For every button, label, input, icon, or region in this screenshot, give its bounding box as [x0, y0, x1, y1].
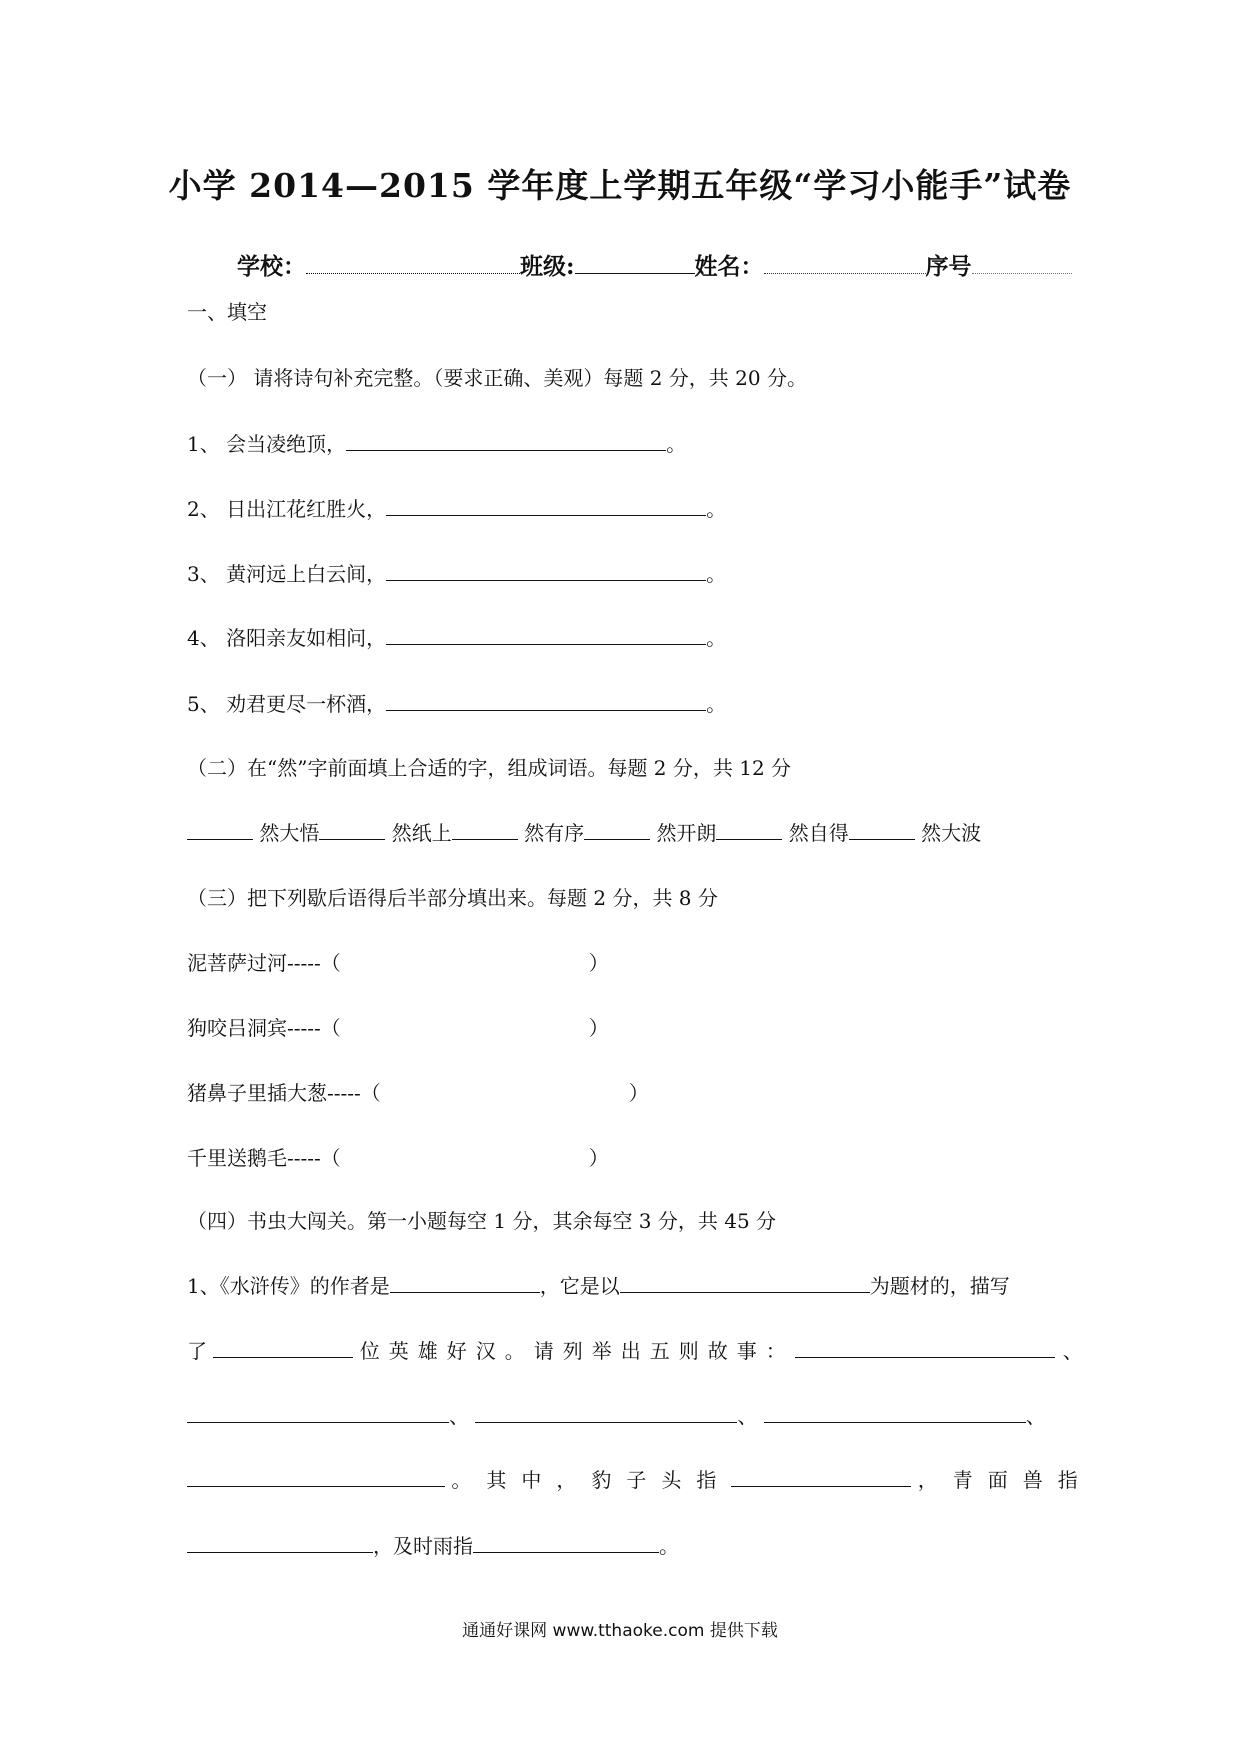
ran-word: 然纸上: [391, 821, 452, 845]
section1-heading: 一、填空: [187, 300, 267, 324]
shuihu-question-line1: 1、《水浒传》的作者是 ，它是以 为题材的，描写: [187, 1274, 1010, 1298]
poem-answer-blank[interactable]: [386, 560, 706, 581]
jishiyu-blank[interactable]: [473, 1532, 659, 1553]
shuihu-question-line5: ，及时雨指 。: [187, 1530, 679, 1559]
ran-word: 然开朗: [656, 821, 717, 845]
part1-instruction: （一） 请将诗句补充完整。（要求正确、美观）每题 2 分，共 20 分。: [187, 366, 807, 390]
xiehouyu-item: 狗咬吕洞宾-----（ ）: [187, 1016, 609, 1040]
footer-source: 通通好课网 www.tthaoke.com 提供下载: [462, 1621, 778, 1641]
ran-blank[interactable]: [716, 819, 782, 840]
ran-blank[interactable]: [319, 819, 385, 840]
story-blank[interactable]: [187, 1402, 449, 1423]
ran-word: 然大波: [921, 821, 982, 845]
ran-words-row: [187, 817, 981, 846]
exam-title: 小学 2014—2015 学年度上学期五年级“学习小能手”试卷: [168, 166, 1072, 205]
shuihu-question-line4: 。其中，豹子头指 ，青面兽指: [187, 1464, 1093, 1493]
poem-item: 2、 日出江花红胜火， 。: [187, 497, 727, 521]
part4-instruction: （四）书虫大闯关。第一小题每空 1 分，其余每空 3 分，共 45 分: [187, 1209, 777, 1233]
baozitou-blank[interactable]: [731, 1466, 911, 1487]
part2-instruction: （二）在“然”字前面填上合适的字，组成词语。每题 2 分，共 12 分: [187, 756, 792, 780]
hero-count-blank[interactable]: [213, 1337, 353, 1358]
student-info-row: [237, 248, 1072, 281]
story-blank[interactable]: [475, 1402, 737, 1423]
poem-answer-blank[interactable]: [386, 495, 706, 516]
seq-label: 序号: [925, 253, 972, 280]
poem-answer-blank[interactable]: [346, 430, 666, 451]
ran-word: 然有序: [524, 821, 585, 845]
ran-word: 然自得: [788, 821, 849, 845]
xiehouyu-item: 猪鼻子里插大葱-----（ ）: [187, 1081, 649, 1105]
poem-item: 4、 洛阳亲友如相问， 。: [187, 626, 727, 650]
shuihu-question-line3: 、 、 、: [187, 1400, 1046, 1429]
poem-item: 3、 黄河远上白云间， 。: [187, 562, 727, 586]
part3-instruction: （三）把下列歇后语得后半部分填出来。每题 2 分，共 8 分: [187, 886, 718, 910]
xiehouyu-item: 泥菩萨过河-----（ ）: [187, 951, 609, 975]
ran-blank[interactable]: [584, 819, 650, 840]
poem-answer-blank[interactable]: [386, 624, 706, 645]
story-blank[interactable]: [187, 1466, 445, 1487]
name-label: 姓名：: [694, 253, 764, 280]
name-field[interactable]: [764, 251, 926, 274]
ran-word: 然大悟: [259, 821, 320, 845]
class-field[interactable]: [575, 251, 695, 274]
school-field[interactable]: [306, 251, 520, 274]
seq-field[interactable]: [972, 251, 1072, 274]
class-label: 班级:: [520, 253, 575, 280]
author-blank[interactable]: [390, 1272, 540, 1293]
qingmianshou-blank[interactable]: [187, 1532, 373, 1553]
ran-blank[interactable]: [187, 819, 253, 840]
story-blank[interactable]: [795, 1337, 1055, 1358]
ran-blank[interactable]: [452, 819, 518, 840]
school-label: 学校：: [237, 253, 306, 280]
poem-answer-blank[interactable]: [386, 690, 706, 711]
shuihu-question-line2: 了 位英雄好汉。请列举出五则故事： 、: [187, 1339, 1083, 1363]
theme-blank[interactable]: [620, 1272, 870, 1293]
xiehouyu-item: 千里送鹅毛-----（ ）: [187, 1146, 609, 1170]
poem-item: 5、 劝君更尽一杯酒， 。: [187, 692, 727, 716]
story-blank[interactable]: [764, 1402, 1026, 1423]
poem-item: 1、 会当凌绝顶， 。: [187, 432, 687, 456]
ran-blank[interactable]: [849, 819, 915, 840]
